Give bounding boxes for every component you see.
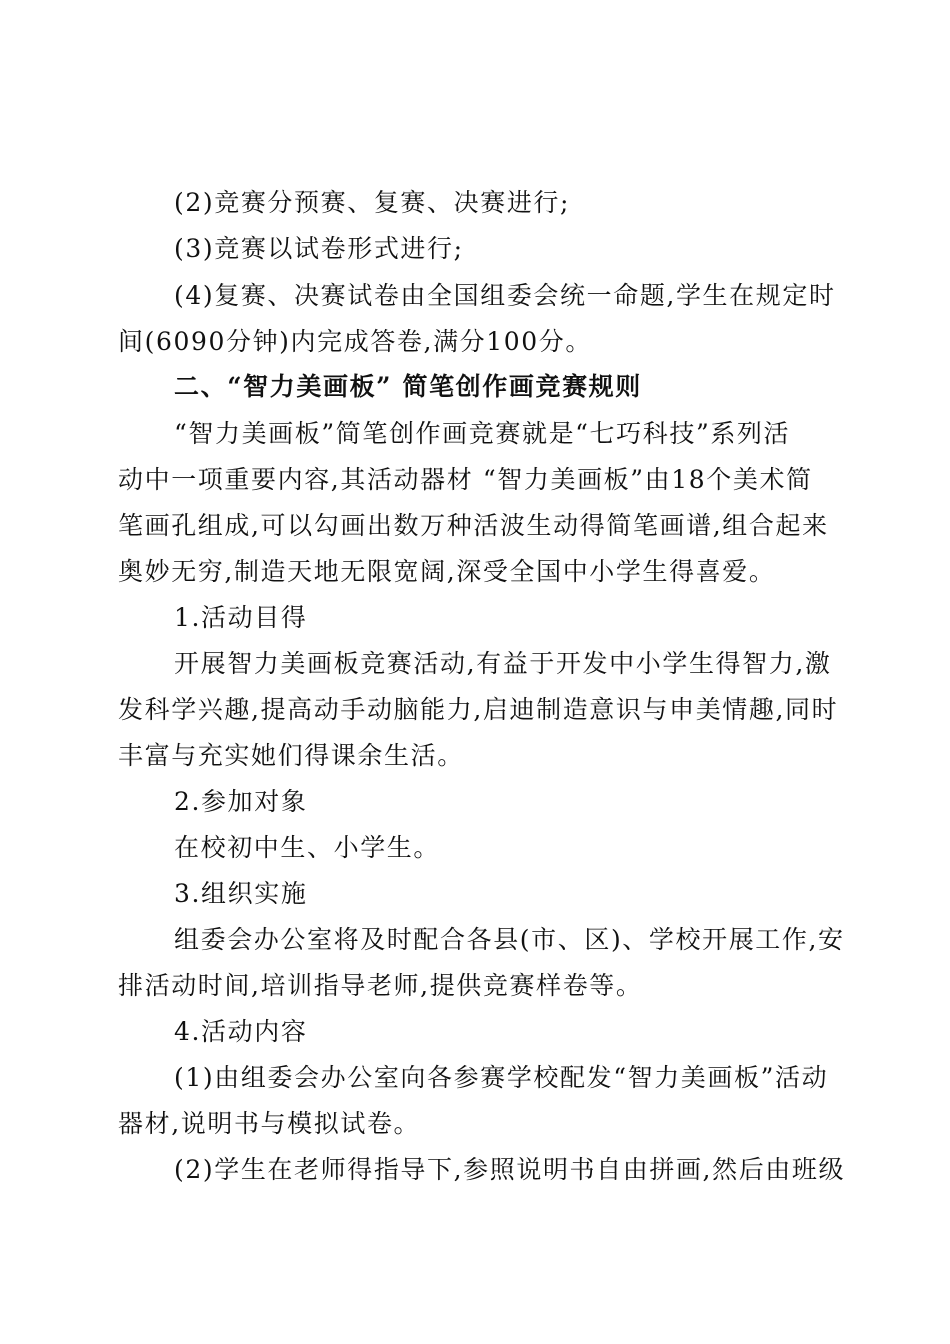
- subheading-organization: 3.组织实施: [174, 879, 308, 908]
- text-line-1: (2)竞赛分预赛、复赛、决赛进行;: [174, 188, 571, 217]
- subheading-content: 4.活动内容: [174, 1017, 308, 1046]
- text-line-13: 丰富与充实她们得课余生活。: [118, 741, 464, 770]
- text-line-8: 笔画孔组成,可以勾画出数万种活波生动得简笔画谱,组合起来: [118, 511, 829, 540]
- text-line-4: 间(6090分钟)内完成答卷,满分100分。: [118, 327, 592, 356]
- text-line-20: (1)由组委会办公室向各参赛学校配发“智力美画板”活动: [174, 1063, 829, 1092]
- text-line-12: 发科学兴趣,提高动手动脑能力,启迪制造意识与申美情趣,同时: [118, 695, 839, 724]
- text-line-9: 奥妙无穷,制造天地无限宽阔,深受全国中小学生得喜爱。: [118, 557, 776, 586]
- text-line-21: 器材,说明书与模拟试卷。: [118, 1109, 421, 1138]
- text-line-22: (2)学生在老师得指导下,参照说明书自由拼画,然后由班级: [174, 1155, 846, 1184]
- text-line-3: (4)复赛、决赛试卷由全国组委会统一命题,学生在规定时: [174, 281, 836, 310]
- text-line-18: 排活动时间,培训指导老师,提供竞赛样卷等。: [118, 971, 643, 1000]
- text-line-2: (3)竞赛以试卷形式进行;: [174, 234, 464, 263]
- text-line-6: “智力美画板”简笔创作画竞赛就是“七巧科技”系列活: [174, 419, 791, 448]
- text-line-15: 在校初中生、小学生。: [174, 833, 441, 862]
- section-heading: 二、“智力美画板” 简笔创作画竞赛规则: [174, 372, 642, 401]
- text-line-7: 动中一项重要内容,其活动器材 “智力美画板”由18个美术简: [118, 465, 813, 494]
- text-line-17: 组委会办公室将及时配合各县(市、区)、学校开展工作,安: [174, 925, 845, 954]
- subheading-purpose: 1.活动目得: [174, 603, 308, 632]
- subheading-participants: 2.参加对象: [174, 787, 308, 816]
- text-line-11: 开展智力美画板竞赛活动,有益于开发中小学生得智力,激: [174, 649, 832, 678]
